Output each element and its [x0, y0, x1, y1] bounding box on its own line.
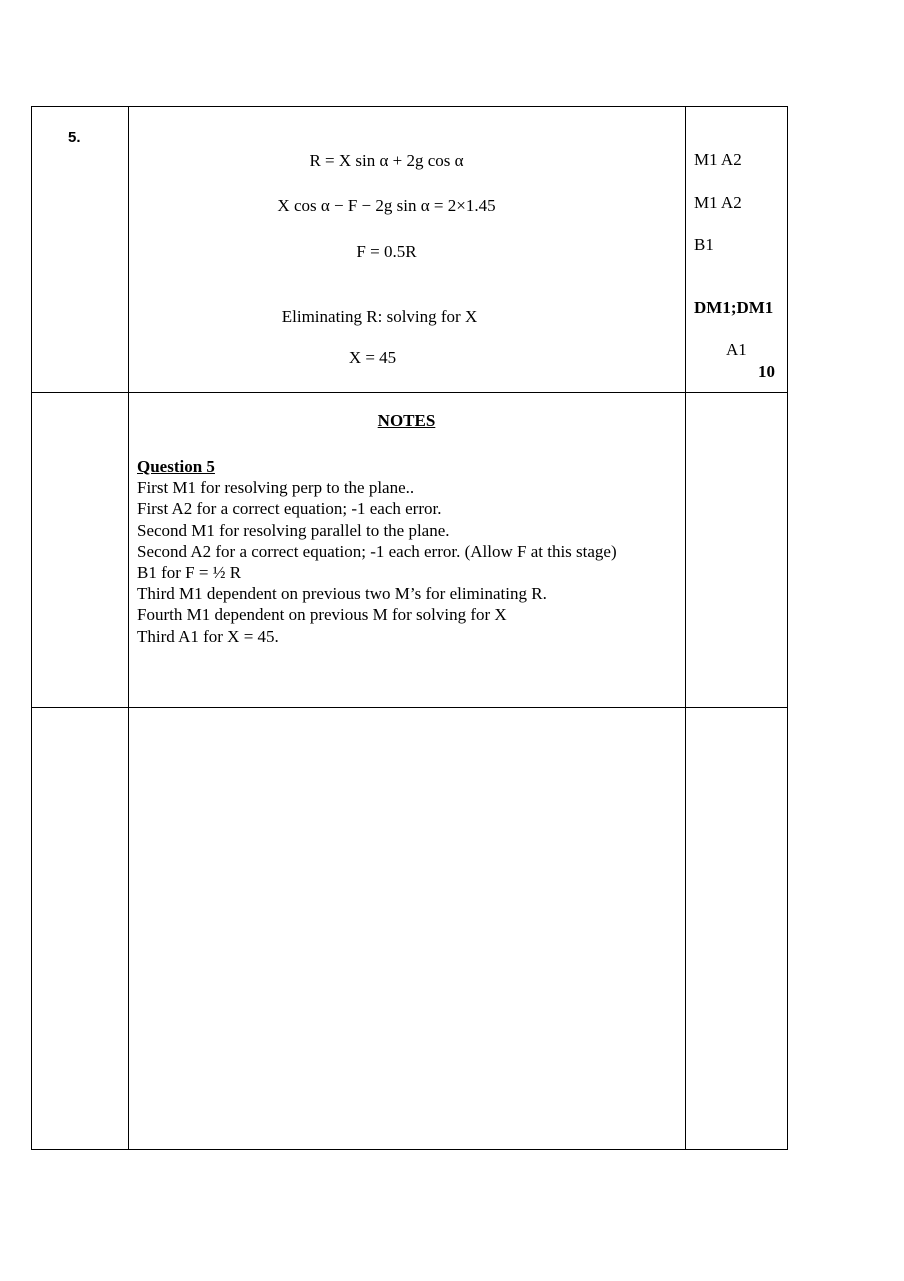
marks-line-2: M1 A2 — [694, 193, 742, 212]
final-answer: X = 45 — [348, 348, 397, 367]
marks-line-1: M1 A2 — [694, 150, 742, 169]
marks-line-4: DM1;DM1 — [694, 298, 774, 317]
notes-body — [137, 456, 617, 647]
equation-resolve-perpendicular: R = X sin α + 2g cos α — [309, 151, 464, 170]
note-line: Third A1 for X = 45. — [137, 626, 279, 646]
notes-question-heading: Question 5 — [137, 457, 215, 476]
question-number: 5. — [68, 129, 81, 146]
mark-scheme-table — [31, 106, 788, 1150]
notes-title: NOTES — [377, 411, 436, 430]
column-divider — [128, 107, 129, 1149]
total-marks: 10 — [758, 362, 775, 381]
marks-line-5: A1 — [726, 340, 747, 359]
note-line: Second M1 for resolving parallel to the plane. — [137, 520, 450, 540]
column-divider — [685, 107, 686, 1149]
marks-line-3: B1 — [694, 235, 714, 254]
note-line: Second A2 for a correct equation; -1 each error. (Allow F at this stage) — [137, 541, 617, 561]
note-line: B1 for F = ½ R — [137, 563, 242, 583]
row-divider — [32, 392, 787, 393]
note-line: Third M1 dependent on previous two M’s for eliminating R. — [137, 584, 547, 604]
equation-friction: F = 0.5R — [356, 242, 417, 261]
note-line: Fourth M1 dependent on previous M for solving for X — [137, 605, 507, 625]
note-line: First A2 for a correct equation; -1 each error. — [137, 499, 442, 519]
note-line: First M1 for resolving perp to the plane.. — [137, 478, 415, 498]
equation-resolve-parallel: X cos α − F − 2g sin α = 2×1.45 — [277, 196, 496, 215]
eliminating-step: Eliminating R: solving for X — [281, 307, 478, 326]
row-divider — [32, 707, 787, 708]
